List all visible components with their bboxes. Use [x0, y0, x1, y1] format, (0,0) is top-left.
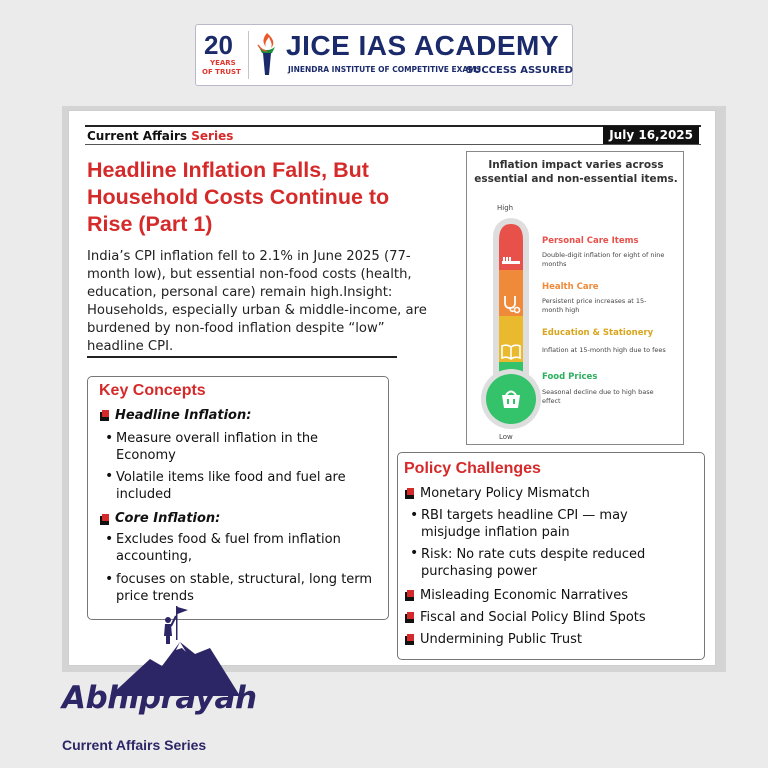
bullet-dot-icon: •	[105, 468, 114, 484]
square-bullet-icon	[100, 412, 109, 421]
food-prices-heading: Food Prices	[542, 372, 598, 382]
series-prefix: Current Affairs	[87, 129, 188, 143]
bullet-dot-icon: •	[105, 571, 114, 587]
toothbrush-icon	[499, 250, 523, 274]
academy-logo	[195, 24, 573, 86]
square-bullet-icon	[405, 636, 414, 645]
core-point-1: Excludes food & fuel from inflation accounting,	[116, 532, 341, 564]
academy-name: JICE IAS ACADEMY	[286, 30, 560, 61]
years-number: 20	[204, 30, 233, 60]
book-icon	[499, 340, 523, 364]
square-bullet-icon	[100, 516, 109, 525]
personal-care-desc: Double-digit inflation for eight of nine months	[542, 251, 665, 268]
infographic-title: Inflation impact varies across essential and non-essential items.	[474, 159, 678, 185]
education-heading: Education & Stationery	[542, 328, 654, 338]
brand-subtitle: Current Affairs Series	[62, 737, 207, 753]
headline-point-1: Measure overall inflation in the Economy	[116, 431, 319, 463]
headline-inflation-label: Headline Inflation:	[115, 408, 252, 423]
date-badge: July 16,2025	[603, 126, 699, 145]
academy-subtitle: JINENDRA INSTITUTE OF COMPETITIVE EXAMS	[288, 65, 482, 74]
brand-wordmark: Abhiprayah	[62, 680, 257, 716]
bullet-dot-icon: •	[105, 531, 114, 547]
policy-item-misleading: Misleading Economic Narratives	[420, 588, 629, 603]
headline-point-2: Volatile items like food and fuel are included	[116, 470, 346, 502]
article-card	[68, 110, 716, 666]
personal-care-heading: Personal Care Items	[542, 236, 639, 246]
food-basket-icon	[497, 386, 525, 412]
policy-item-public-trust: Undermining Public Trust	[420, 632, 582, 647]
health-care-desc: Persistent price increases at 15-month high	[542, 297, 647, 314]
headline: Headline Inflation Falls, But Household Costs Continue to Rise (Part 1)	[87, 158, 390, 236]
summary-rule	[87, 356, 397, 358]
core-inflation-label: Core Inflation:	[115, 511, 221, 526]
food-prices-desc: Seasonal decline due to high base effect	[542, 388, 654, 405]
health-care-heading: Health Care	[542, 282, 599, 292]
header-rule	[85, 144, 701, 145]
bullet-dot-icon: •	[410, 545, 419, 561]
key-concepts-box	[87, 376, 389, 620]
monetary-mismatch-label: Monetary Policy Mismatch	[420, 486, 590, 501]
torch-icon	[254, 31, 280, 79]
education-desc: Inflation at 15-month high due to fees	[542, 346, 666, 354]
square-bullet-icon	[405, 614, 414, 623]
academy-tagline: SUCCESS ASSURED	[466, 65, 573, 76]
key-concepts-title: Key Concepts	[99, 382, 206, 399]
monetary-point-1: RBI targets headline CPI — may misjudge inflation pain	[421, 508, 628, 540]
monetary-point-2: Risk: No rate cuts despite reduced purchasing power	[421, 547, 646, 579]
bullet-dot-icon: •	[410, 507, 419, 523]
policy-challenges-title: Policy Challenges	[404, 460, 541, 477]
core-point-2: focuses on stable, structural, long term price trends	[116, 572, 373, 604]
high-label: High	[497, 204, 514, 212]
inflation-infographic	[466, 151, 684, 445]
logo-divider	[248, 31, 249, 79]
years-text: YEARS	[210, 59, 236, 67]
of-trust-text: OF TRUST	[202, 68, 241, 76]
series-accent: Series	[191, 129, 234, 143]
summary-text: India’s CPI inflation fell to 2.1% in June 2025 (77-month low), but essential non-food costs (health, education, personal care) remain high.Insight: Households, especially urban & middle-income, are burdened by non-food inflation despite “low” headline CPI.	[87, 249, 427, 354]
bullet-dot-icon: •	[105, 430, 114, 446]
policy-item-blind-spots: Fiscal and Social Policy Blind Spots	[420, 610, 646, 625]
square-bullet-icon	[405, 592, 414, 601]
low-label: Low	[499, 433, 513, 441]
stethoscope-icon	[499, 292, 523, 316]
policy-challenges-box	[397, 452, 705, 660]
square-bullet-icon	[405, 490, 414, 499]
series-label	[87, 129, 233, 143]
